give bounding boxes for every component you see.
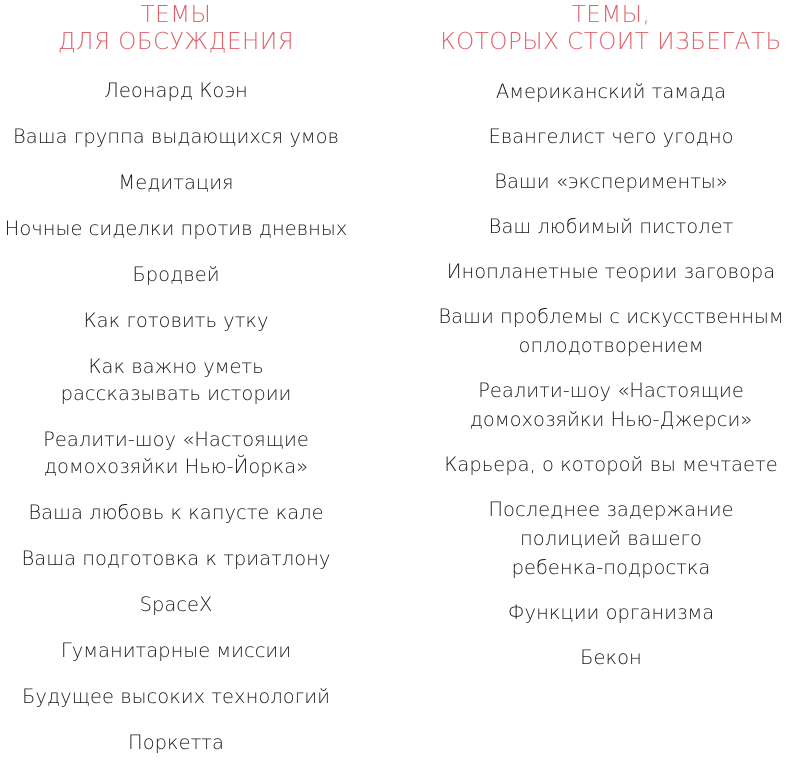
heading-line: ДЛЯ ОБСУЖДЕНИЯ (57, 29, 295, 55)
list-item: Бродвей (132, 263, 220, 286)
list-item: Реалити-шоу «Настоящие домохозяйки Нью-Джерси» (469, 379, 753, 431)
list-item: Леонард Коэн (104, 79, 248, 102)
heading-line: ТЕМЫ, (571, 2, 651, 28)
topics-to-avoid-list (425, 77, 790, 672)
list-item: Медитация (118, 171, 234, 194)
list-item: Ваша подготовка к триатлону (21, 547, 331, 570)
list-item: Будущее высоких технологий (22, 685, 330, 708)
list-item: Ночные сиделки против дневных (4, 217, 348, 240)
list-item: Как готовить утку (83, 309, 269, 332)
list-item: Ваши «эксперименты» (494, 170, 728, 193)
list-item: Инопланетные теории заговора (446, 260, 776, 283)
list-item: Ваша любовь к капусте кале (28, 501, 324, 524)
topics-to-avoid-column (425, 0, 790, 688)
list-item: Как важно уметь рассказывать истории (60, 355, 292, 405)
list-item: Функции организма (507, 601, 715, 624)
topics-to-avoid-heading (425, 2, 790, 60)
heading-line: КОТОРЫХ СТОИТ ИЗБЕГАТЬ (440, 29, 782, 55)
list-item: Реалити-шоу «Настоящие домохозяйки Нью-Йорка» (43, 428, 309, 478)
list-item: Евангелист чего угодно (488, 125, 734, 148)
topics-to-discuss-heading (0, 2, 362, 60)
heading-line: ТЕМЫ (140, 2, 212, 28)
list-item: Гуманитарные миссии (60, 639, 292, 662)
list-item: Ваша группа выдающихся умов (13, 125, 339, 148)
list-item: SpaceX (139, 593, 213, 616)
list-item: Американский тамада (495, 80, 727, 103)
list-item: Поркетта (128, 731, 224, 754)
list-item: Последнее задержание полицией вашего ребенка-подростка (488, 498, 734, 579)
list-item: Ваш любимый пистолет (488, 215, 734, 238)
list-item: Бекон (580, 646, 642, 669)
list-item: Ваши проблемы с искусственным оплодотворением (438, 305, 784, 357)
topics-to-discuss-list (0, 77, 362, 756)
topics-to-discuss-column (0, 0, 362, 775)
list-item: Карьера, о которой вы мечтаете (444, 453, 778, 476)
